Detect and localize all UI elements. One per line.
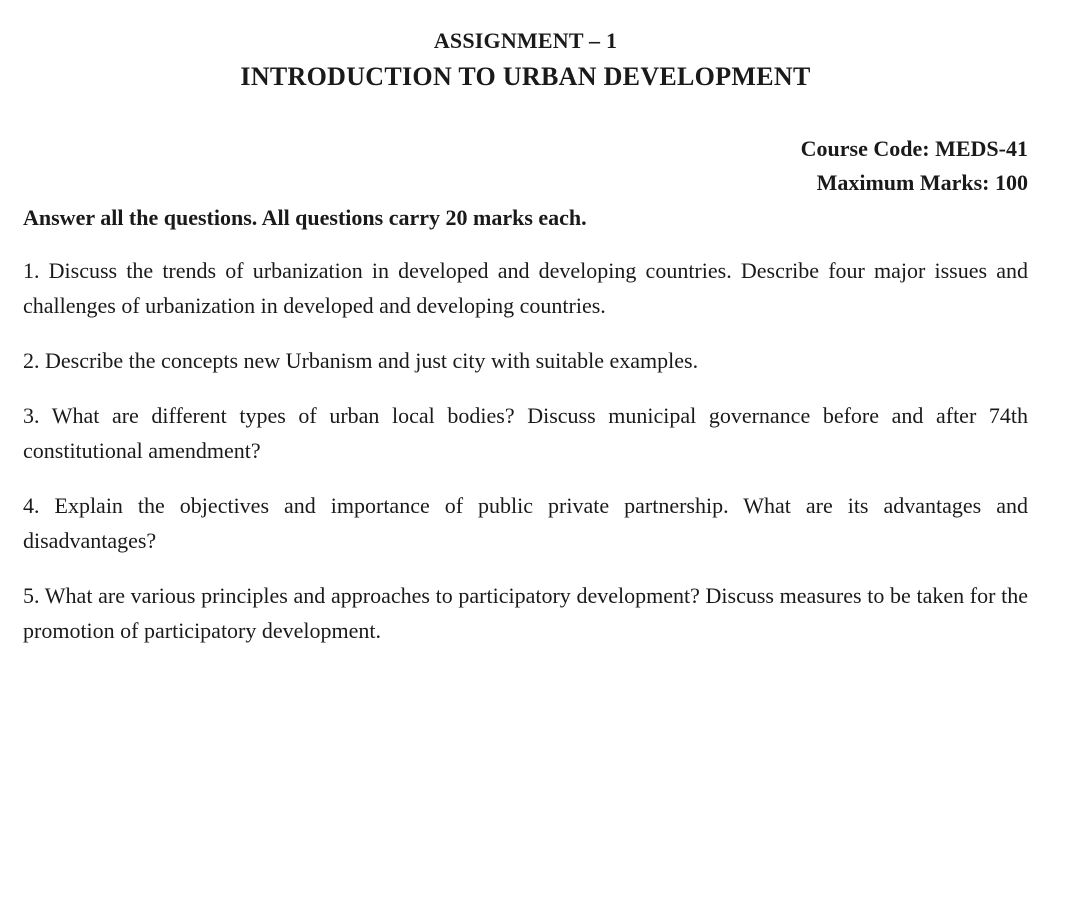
course-info — [801, 132, 1028, 200]
question-2: 2. Describe the concepts new Urbanism and just city with suitable examples. — [23, 348, 699, 373]
course-code: Course Code: MEDS-41 — [800, 136, 1028, 161]
maximum-marks: Maximum Marks: 100 — [816, 170, 1028, 195]
title-block — [0, 24, 1051, 96]
course-title: INTRODUCTION TO URBAN DEVELOPMENT — [240, 62, 811, 91]
question-3: 3. What are different types of urban local bodies? Discuss municipal governance before and after 74th constitutional amendment? — [23, 403, 1028, 463]
question-4: 4. Explain the objectives and importance of public private partnership. What are its advantages and disadvantages? — [23, 493, 1028, 553]
question-5: 5. What are various principles and approaches to participatory development? Discuss measures to be taken for the promotion of participatory development. — [23, 583, 1028, 643]
question-1: 1. Discuss the trends of urbanization in developed and developing countries. Describe four major issues and challenges of urbanization in developed and developing countries. — [23, 258, 1028, 318]
assignment-number: ASSIGNMENT – 1 — [433, 28, 618, 53]
questions-list — [23, 253, 1028, 668]
instructions: Answer all the questions. All questions carry 20 marks each. — [23, 205, 587, 230]
